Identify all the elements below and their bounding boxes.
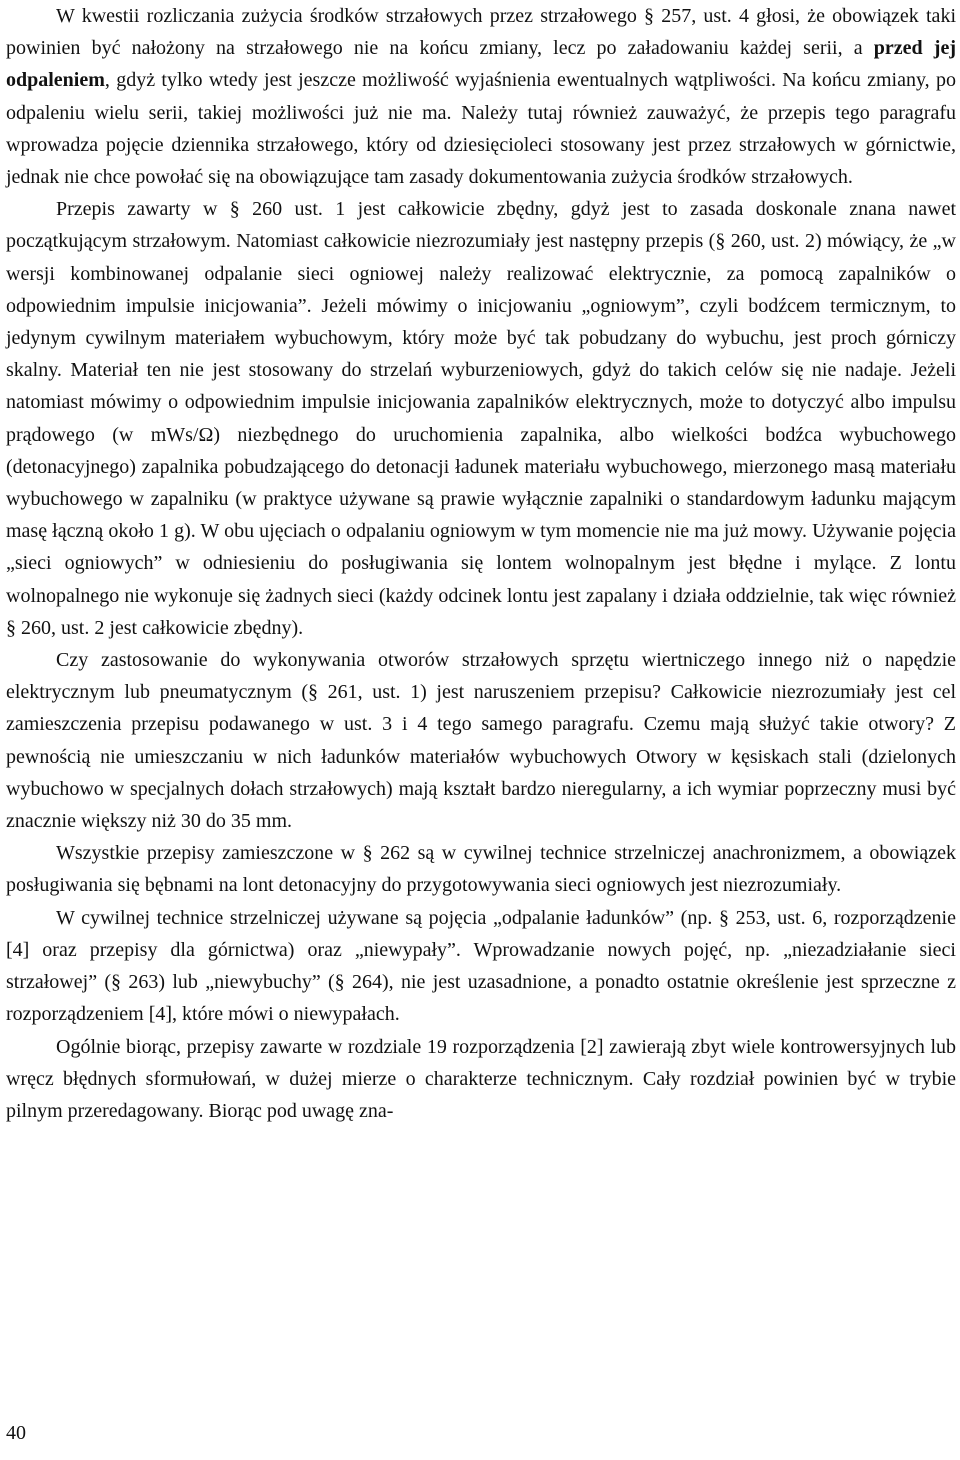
paragraph-4: [6, 837, 956, 901]
paragraph-6-text: Ogólnie biorąc, przepisy zawarte w rozdziale 19 rozporządzenia [2] zawierają zbyt wiele kontrowersyjnych lub wręcz błędnych sformułowań, w dużej mierze o charakterze technicznym. Cały rozdział powinien być w trybie pilnym przeredagowany. Biorąc pod uwagę zna-: [6, 1035, 956, 1122]
paragraph-2-text: Przepis zawarty w § 260 ust. 1 jest całkowicie zbędny, gdyż jest to zasada doskonale znana nawet początkującym strzałowym. Natomiast całkowicie niezrozumiały jest następny przepis (§ 260, ust. 2) mówiący, że „w wersji kombinowanej odpalanie sieci ogniowej należy realizować elektrycznie, za pomocą zapalników o odpowiednim impulsie inicjowania”. Jeżeli mówimy o inicjowaniu „ogniowym”, czyli bodźcem termicznym, to jedynym cywilnym materiałem wybuchowym, który może być tak pobudzany do wybuchu, jest proch górniczy skalny. Materiał ten nie jest stosowany do strzelań wyburzeniowych, gdyż do takich celów się nie nadaje. Jeżeli natomiast mówimy o odpowiednim impulsie inicjowania zapalników elektrycznych, może to dotyczyć albo impulsu prądowego (w mWs/Ω) niezbędnego do uruchomienia zapalnika, albo wielkości bodźca wybuchowego (detonacyjnego) zapalnika pobudzającego do detonacji ładunek materiału wybuchowego, mierzonego masą materiału wybuchowego w zapalniku (w praktyce używane są prawie wyłącznie zapalniki o standardowym ładunku mającym masę łączną około 1 g). W obu ujęciach o odpalaniu ogniowym w tym momencie nie ma już mowy. Używanie pojęcia „sieci ogniowych” w odniesieniu do posługiwania się lontem wolnopalnym jest błędne i mylące. Z lontu wolnopalnego nie wykonuje się żadnych sieci (każdy odcinek lontu jest zapalany i działa oddzielnie, tak więc również § 260, ust. 2 jest całkowicie zbędny).: [6, 198, 956, 639]
paragraph-4-text: Wszystkie przepisy zamieszczone w § 262 są w cywilnej technice strzelniczej anachronizmem, a obowiązek posługiwania się bębnami na lont detonacyjny do przygotowywania sieci ogniowych jest niezrozumiały.: [6, 842, 956, 897]
paragraph-5-text: W cywilnej technice strzelniczej używane są pojęcia „odpalanie ładunków” (np. § 253, ust. 6, rozporządzenie [4] oraz przepisy dla górnictwa) oraz „niewypały”. Wprowadzanie nowych pojęć, np. „niezadziałanie sieci strzałowej” (§ 263) lub „niewybuchy” (§ 264), nie jest uzasadnione, a ponadto ostatnie określenie jest sprzeczne z rozporządzeniem [4], które mówi o niewypałach.: [6, 906, 956, 1026]
page-number: 40: [6, 1422, 26, 1444]
paragraph-1: [6, 0, 956, 193]
paragraph-2: [6, 193, 956, 644]
paragraph-1-part-3: , gdyż tylko wtedy jest jeszcze możliwość wyjaśnienia ewentualnych wątpliwości. Na końcu zmiany, po odpaleniu wielu serii, takiej możliwości już nie ma. Należy tutaj również zauważyć, że przepis tego paragrafu wprowadza pojęcie dziennika strzałowego, który od dziesięcioleci stosowany jest przez strzałowych w górnictwie, jednak nie chce powołać się na obowiązujące tam zasady dokumentowania zużycia środków strzałowych.: [6, 69, 956, 189]
paragraph-3: [6, 644, 956, 837]
paragraph-3-text: Czy zastosowanie do wykonywania otworów strzałowych sprzętu wiertniczego innego niż o napędzie elektrycznym lub pneumatycznym (§ 261, ust. 1) jest naruszeniem przepisu? Całkowicie niezrozumiały jest cel zamieszczenia przepisu podawanego w ust. 3 i 4 tego samego paragrafu. Czemu mają służyć takie otwory? Z pewnością nie umieszczaniu w nich ładunków materiałów wybuchowych Otwory w kęsiskach stali (dzielonych wybuchowo w specjalnych dołach strzałowych) mają kształt bardzo nieregularny, a ich wymiar poprzeczny musi być znacznie większy niż 30 do 35 mm.: [6, 649, 956, 833]
paragraph-5: [6, 902, 956, 1031]
page-body: [6, 0, 956, 1127]
paragraph-1-bold-phrase: przed jej odpaleniem: [6, 37, 956, 92]
paragraph-1-part-1: W kwestii rozliczania zużycia środków strzałowych przez strzałowego § 257, ust. 4 głosi, że obowiązek taki powinien być nałożony na strzałowego nie na końcu zmiany, lecz po załadowaniu każdej serii, a: [6, 5, 956, 60]
paragraph-6: [6, 1031, 956, 1128]
